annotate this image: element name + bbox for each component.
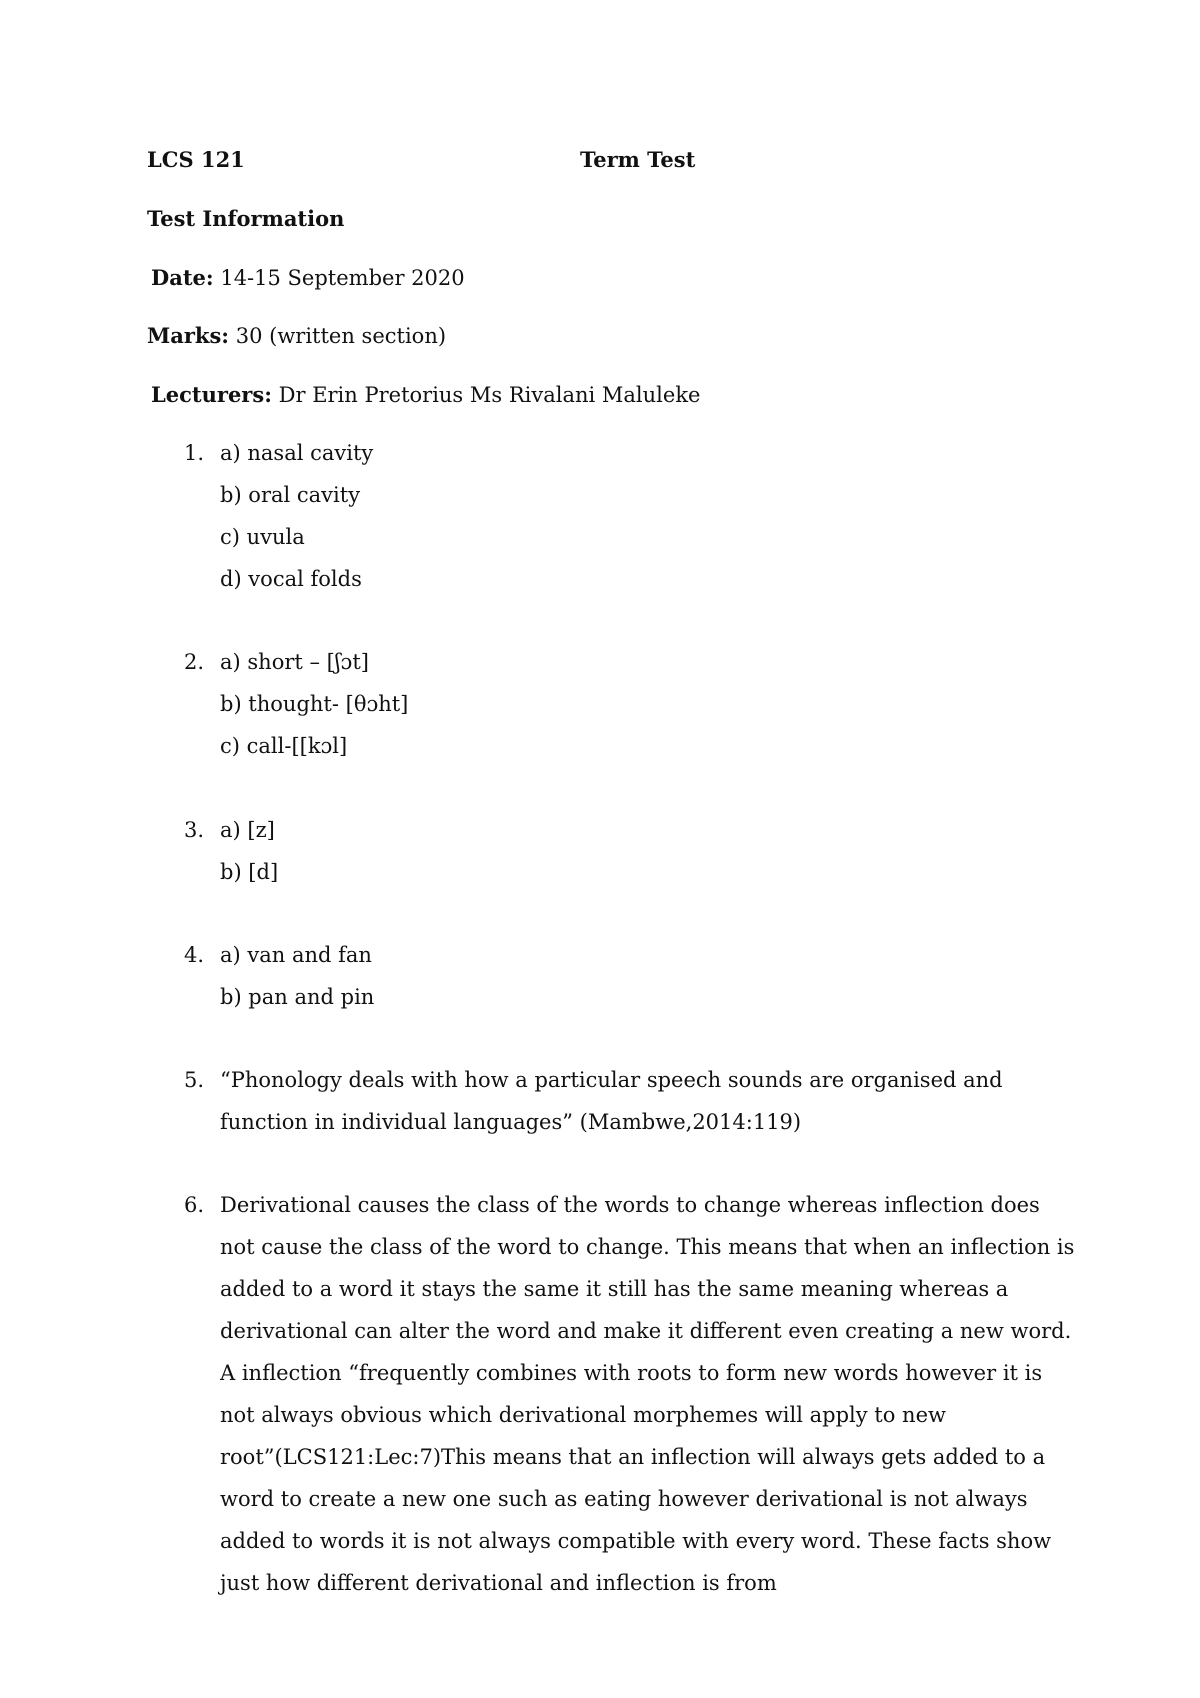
date-label: Date: [151,265,214,290]
answer-paragraph: “Phonology deals with how a particular speech sounds are organised and function in individual languages” (Mambwe,2014:119) [220,1068,1003,1134]
answer-number: 5. [184,1068,205,1092]
course-code: LCS 121 [147,147,245,172]
test-title: Term Test [580,147,696,172]
answer-number: 3. [184,818,205,842]
answer-line: c) call-[[kɔl] [220,734,348,758]
answer-line: a) van and fan [220,943,372,967]
date-line [151,264,465,292]
answer-line: a) [z] [220,818,275,842]
answer-line: d) vocal folds [220,567,362,591]
answer-line: a) short – [ʃɔt] [220,650,369,674]
lecturers-value: Dr Erin Pretorius Ms Rivalani Maluleke [278,383,701,407]
lecturers-label: Lecturers: [151,382,272,407]
marks-label: Marks: [147,323,230,348]
date-value: 14-15 September 2020 [220,266,465,290]
marks-line [147,322,446,350]
answer-number: 1. [184,441,205,465]
answer-paragraph: Derivational causes the class of the words to change whereas inflection does not cause the class of the word to change. This means that when an inflection is added to a word it stays the same it still has the same meaning whereas a derivational can alter the word and make it different even creating a new word. A inflection “frequently combines with roots to form new words however it is not always obvious which derivational morphemes will apply to new root”(LCS121:Lec:7)This means that an inflection will always gets added to a word to create a new one such as eating however derivational is not always added to words it is not always compatible with every word. These facts show just how different derivational and inflection is from [220,1193,1075,1595]
answer-line: b) pan and pin [220,985,375,1009]
answer-line: b) oral cavity [220,483,361,507]
answer-line: a) nasal cavity [220,441,374,465]
lecturers-line [151,381,700,409]
answer-number: 6. [184,1193,205,1217]
info-heading: Test Information [147,206,345,231]
marks-value: 30 (written section) [235,324,447,348]
answer-line: c) uvula [220,525,305,549]
answer-line: b) thought- [θɔht] [220,692,409,716]
answer-line: b) [d] [220,860,279,884]
answer-number: 4. [184,943,205,967]
answer-number: 2. [184,650,205,674]
